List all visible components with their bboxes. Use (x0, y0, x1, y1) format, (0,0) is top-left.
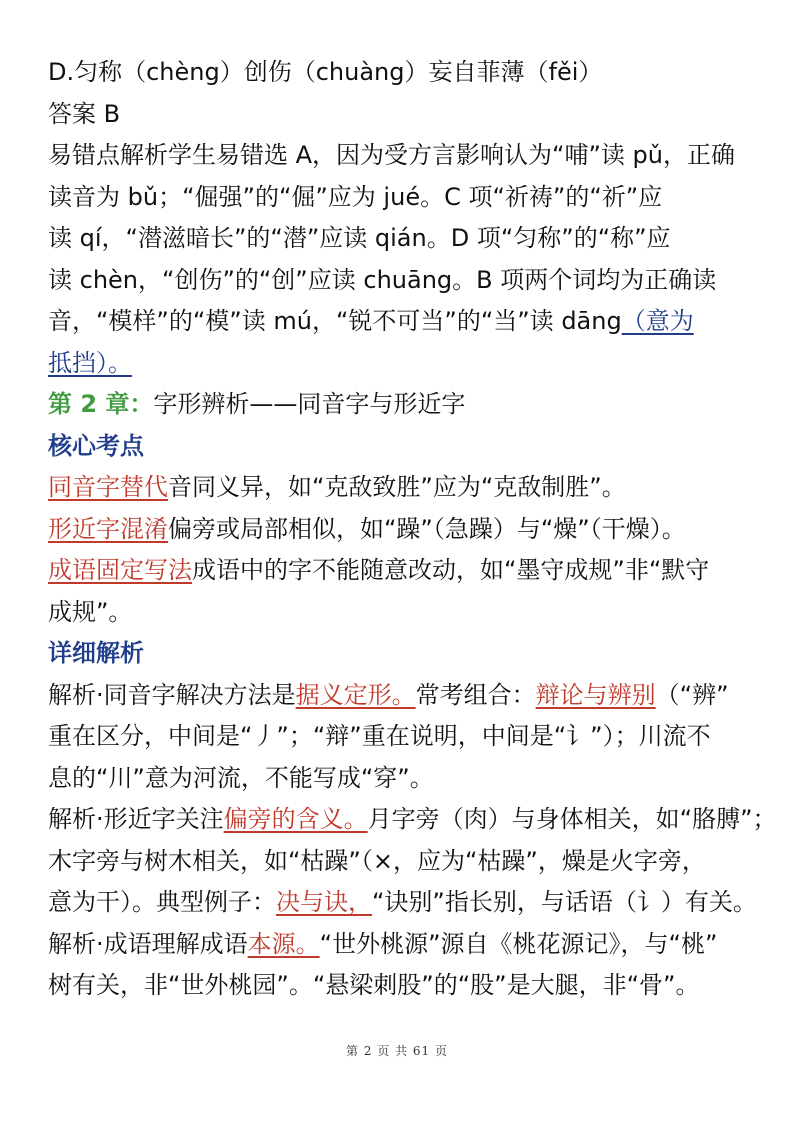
core-point-text: 音同义异，如“克敌致胜”应为“克敌制胜”。 (168, 473, 626, 501)
error-analysis-text: 音，“模样”的“模”读 mú，“锐不可当”的“当”读 dāng (48, 307, 622, 335)
detail-text: “诀别”指长别，与话语（讠）有关。 (372, 888, 757, 916)
detail-text: 常考组合： (415, 680, 536, 709)
core-point-text: 成语中的字不能随意改动，如“墨守成规”非“默守 (192, 556, 710, 584)
option-d: D.匀称（chèng）创伤（chuàng）妄自菲薄（fěi） (48, 58, 603, 86)
detail-line: 木字旁与树木相关，如“枯躁”（×，应为“枯躁”，燥是火字旁， (48, 846, 706, 875)
core-point-item (48, 509, 748, 551)
error-analysis-line: 读 qí，“潜滋暗长”的“潜”应读 qián。D 项“匀称”的“称”应 (48, 224, 671, 252)
error-analysis-line: 读 chèn，“创伤”的“创”应读 chuāng。B 项两个词均为正确读 (48, 265, 717, 294)
detail-line (48, 675, 748, 717)
page-content (48, 52, 777, 1007)
detail-line: 树有关，非“世外桃园”。“悬梁刺股”的“股”是大腿，非“骨”。 (48, 971, 700, 999)
detail-line: 息的“川”意为河流，不能写成“穿”。 (48, 763, 434, 792)
core-point-text: 偏旁或局部相似，如“躁”（急躁）与“燥”（干燥）。 (168, 514, 686, 543)
detail-text: 解析·形近字关注 (48, 805, 224, 833)
detail-heading: 详细解析 (48, 639, 144, 667)
error-analysis-line (48, 301, 748, 343)
meaning-note: （意为 (621, 307, 694, 335)
detail-text: 意为干）。典型例子： (48, 888, 276, 916)
chapter-title: 字形辨析——同音字与形近字 (153, 390, 466, 418)
detail-highlight: 据义定形。 (295, 680, 416, 709)
detail-highlight: 辩论与辨别 (535, 680, 656, 709)
core-point-item (48, 550, 748, 592)
detail-line: 重在区分，中间是“丿”；“辩”重在说明，中间是“讠”）；川流不 (48, 722, 711, 750)
detail-text: 解析·同音字解决方法是 (48, 680, 296, 709)
core-point-term: 同音字替代 (48, 473, 168, 501)
core-point-continuation: 成规”。 (48, 597, 133, 626)
answer-line: 答案 B (48, 99, 121, 128)
core-point-term: 成语固定写法 (48, 556, 192, 584)
detail-text: （“辨” (655, 680, 729, 709)
detail-highlight: 偏旁的含义。 (223, 805, 368, 833)
detail-text: 解析·成语理解成语 (48, 929, 248, 958)
detail-text: 月字旁（肉）与身体相关，如“胳膊”； (367, 805, 777, 833)
chapter-heading (48, 384, 748, 426)
detail-line (48, 799, 777, 841)
core-point-item (48, 467, 748, 509)
core-point-term: 形近字混淆 (48, 514, 168, 543)
error-analysis-line: 读音为 bǔ；“倔强”的“倔”应为 jué。C 项“祈祷”的“祈”应 (48, 182, 663, 211)
page-number: 第 2 页 共 61 页 (346, 1044, 448, 1058)
detail-line (48, 882, 757, 924)
detail-highlight: 本源。 (247, 929, 320, 958)
detail-line (48, 924, 748, 966)
core-points-heading: 核心考点 (48, 431, 144, 460)
error-analysis-line: 易错点解析学生易错选 A，因为受方言影响认为“哺”读 pǔ，正确 (48, 141, 735, 169)
chapter-label: 第 2 章： (48, 390, 154, 418)
detail-highlight: 决与诀， (276, 888, 372, 916)
detail-text: “世外桃源”源自《桃花源记》，与“桃” (319, 929, 718, 958)
error-analysis-line (48, 343, 748, 385)
meaning-note: 抵挡）。 (48, 348, 132, 377)
